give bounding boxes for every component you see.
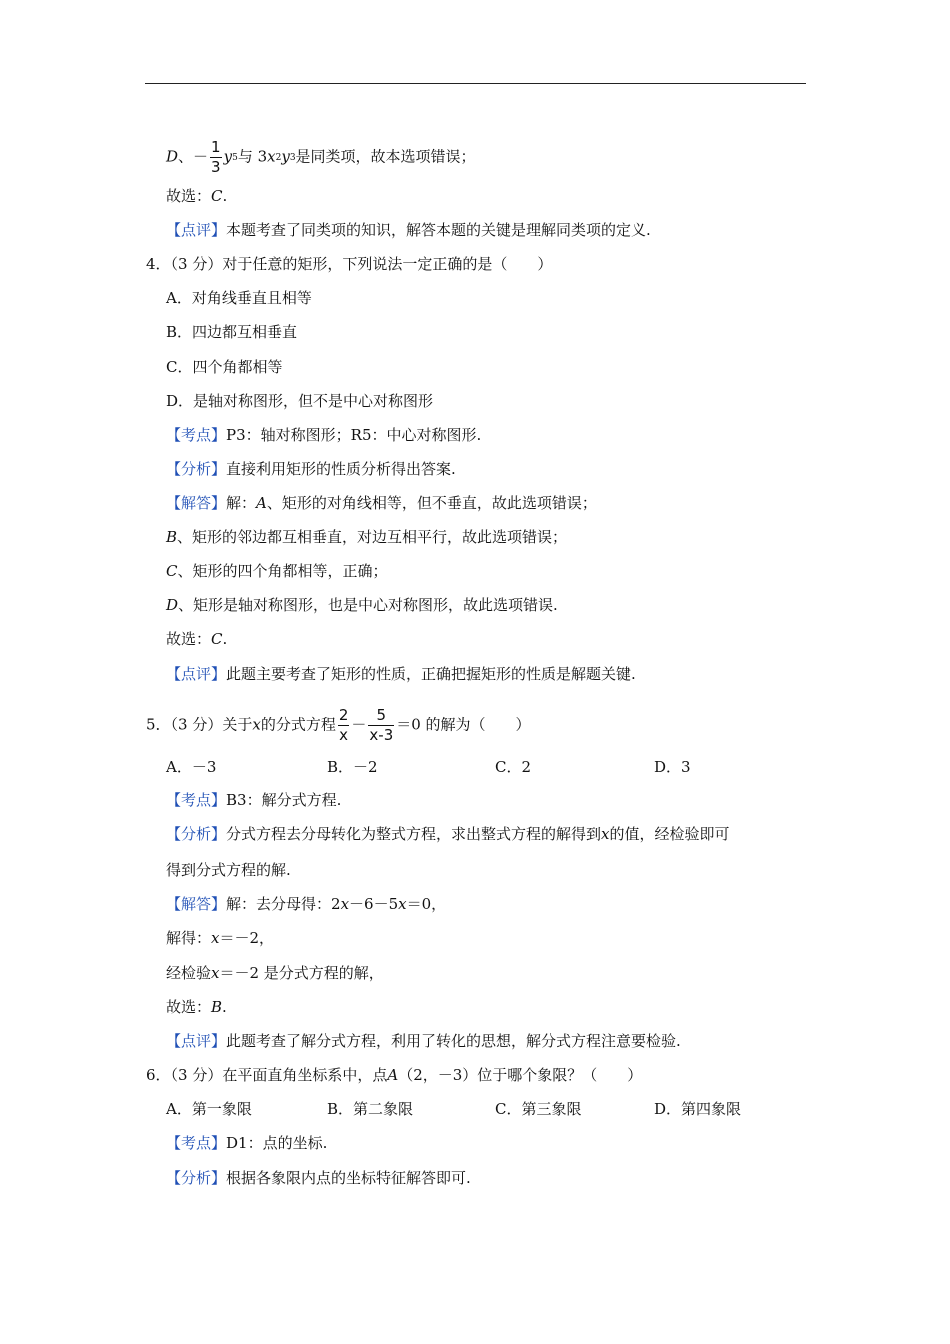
q5-choose: 故选：B. [166, 998, 227, 1016]
q6-option-a: A．第一象限 [166, 1100, 252, 1118]
fraction-5-over-x-minus-3: $\frac{5}{x-3}$ [369, 706, 394, 744]
q5-analysis-cont: 得到分式方程的解. [166, 861, 291, 879]
q4-option-d: D．是轴对称图形，但不是中心对称图形 [166, 392, 434, 410]
q5-option-c: C．2 [495, 758, 532, 776]
q6-option-c: C．第三象限 [495, 1100, 582, 1118]
q4-solution-c: C、矩形的四个角都相等，正确； [166, 562, 388, 580]
fraction-one-third: $\frac{1}{3}$ [211, 138, 221, 176]
prev-choose: 故选：C. [166, 187, 228, 205]
q5-knowledge-point: 【考点】B3：解分式方程. [166, 791, 342, 809]
q4-choose: 故选：C. [166, 630, 228, 648]
q4-option-b: B．四边都互相垂直 [166, 323, 298, 341]
q4-option-c: C．四个角都相等 [166, 358, 283, 376]
q5-option-b: B．－2 [327, 758, 378, 776]
prev-option-d-explanation: D、－ $\frac{1}{3}$ $y^5$与 $3x^2y^3$是同类项，故本选项错误； [166, 138, 476, 176]
comment-tag: 【点评】 [166, 221, 227, 239]
header-rule [145, 83, 806, 84]
q6-knowledge-point: 【考点】D1：点的坐标. [166, 1134, 328, 1152]
q4-solution-d: D、矩形是轴对称图形，也是中心对称图形，故此选项错误. [166, 596, 558, 614]
q6-stem: 6．（3 分）在平面直角坐标系中，点A（2，－3）位于哪个象限？（ ） [146, 1066, 643, 1084]
q5-option-a: A．－3 [166, 758, 217, 776]
q6-option-d: D．第四象限 [654, 1100, 742, 1118]
q4-stem: 4．（3 分）对于任意的矩形，下列说法一定正确的是（ ） [146, 255, 553, 273]
q4-solution-b: B、矩形的邻边都互相垂直，对边互相平行，故此选项错误； [166, 528, 568, 546]
q4-comment: 【点评】此题主要考查了矩形的性质，正确把握矩形的性质是解题关键. [166, 665, 636, 683]
q5-option-d: D．3 [654, 758, 691, 776]
q5-comment: 【点评】此题考查了解分式方程，利用了转化的思想，解分式方程注意要检验. [166, 1032, 681, 1050]
q4-analysis: 【分析】直接利用矩形的性质分析得出答案. [166, 460, 456, 478]
q5-check: 经检验x＝－2 是分式方程的解， [166, 964, 384, 982]
prev-comment: 【点评】本题考查了同类项的知识，解答本题的关键是理解同类项的定义. [166, 221, 651, 239]
q4-option-a: A．对角线垂直且相等 [166, 289, 312, 307]
q5-solve-result: 解得：x＝－2， [166, 929, 275, 947]
q5-analysis: 【分析】分式方程去分母转化为整式方程，求出整式方程的解得到x的值，经检验即可 [166, 825, 730, 843]
q6-option-b: B．第二象限 [327, 1100, 414, 1118]
q4-knowledge-point: 【考点】P3：轴对称图形；R5：中心对称图形. [166, 426, 482, 444]
fraction-2-over-x: $\frac{2}{x}$ [338, 706, 349, 744]
q5-stem: 5．（3 分）关于x的分式方程 $\frac{2}{x}$ － $\frac{5}{x-3}$ ＝0 的解为（ ） [146, 706, 531, 744]
q4-solution-a: 【解答】解：A、矩形的对角线相等，但不垂直，故此选项错误； [166, 494, 597, 512]
q6-analysis: 【分析】根据各象限内点的坐标特征解答即可. [166, 1169, 471, 1187]
q5-solution: 【解答】解：去分母得：2x－6－5x＝0， [166, 895, 447, 913]
